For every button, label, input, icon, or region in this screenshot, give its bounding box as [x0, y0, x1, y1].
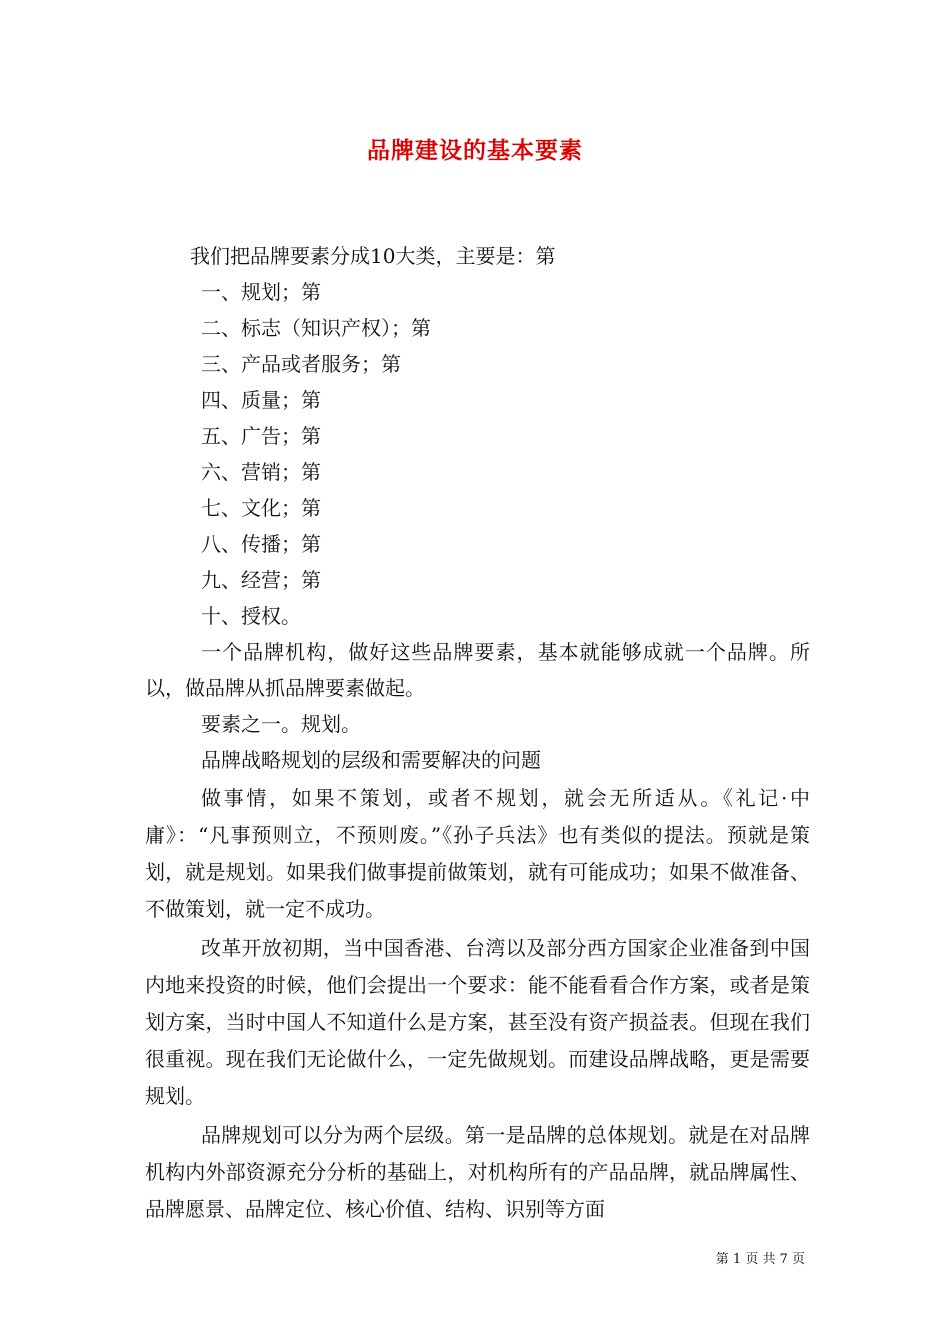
list-item: 九、经营；第	[201, 568, 321, 592]
list-item: 四、质量；第	[201, 388, 321, 412]
list-item: 七、文化；第	[201, 496, 321, 520]
document-body	[145, 238, 810, 1228]
list-item: 一、规划；第	[201, 280, 321, 304]
summary-paragraph: 一个品牌机构，做好这些品牌要素，基本就能够成就一个品牌。所以，做品牌从抓品牌要素做起。	[145, 640, 810, 700]
paragraph-1: 做事情，如果不策划，或者不规划，就会无所适从。《礼记·中庸》：“凡事预则立，不预则废。”《孙子兵法》也有类似的提法。预就是策划，就是规划。如果我们做事提前做策划，就有可能成功；如果不做准备、不做策划，就一定不成功。	[145, 786, 810, 921]
list-item: 六、营销；第	[201, 460, 321, 484]
list-item: 八、传播；第	[201, 532, 321, 556]
list-item: 二、标志（知识产权）；第	[201, 316, 431, 340]
section-heading: 品牌战略规划的层级和需要解决的问题	[201, 748, 541, 772]
page-footer: 第 1 页 共 7 页	[715, 1252, 805, 1267]
list-item: 三、产品或者服务；第	[201, 352, 401, 376]
document-title: 品牌建设的基本要素	[367, 137, 583, 164]
list-item: 五、广告；第	[201, 424, 321, 448]
element-one-heading: 要素之一。规划。	[201, 712, 361, 736]
paragraph-2: 改革开放初期，当中国香港、台湾以及部分西方国家企业准备到中国内地来投资的时候，他们会提出一个要求：能不能看看合作方案，或者是策划方案，当时中国人不知道什么是方案，甚至没有资产损益表。但现在我们很重视。现在我们无论做什么，一定先做规划。而建设品牌战略，更是需要规划。	[145, 936, 810, 1108]
paragraph-3: 品牌规划可以分为两个层级。第一是品牌的总体规划。就是在对品牌机构内外部资源充分分析的基础上，对机构所有的产品品牌，就品牌属性、品牌愿景、品牌定位、核心价值、结构、识别等方面	[145, 1123, 810, 1221]
list-item: 十、授权。	[201, 604, 301, 628]
intro-line: 我们把品牌要素分成10大类，主要是：第	[190, 244, 556, 268]
